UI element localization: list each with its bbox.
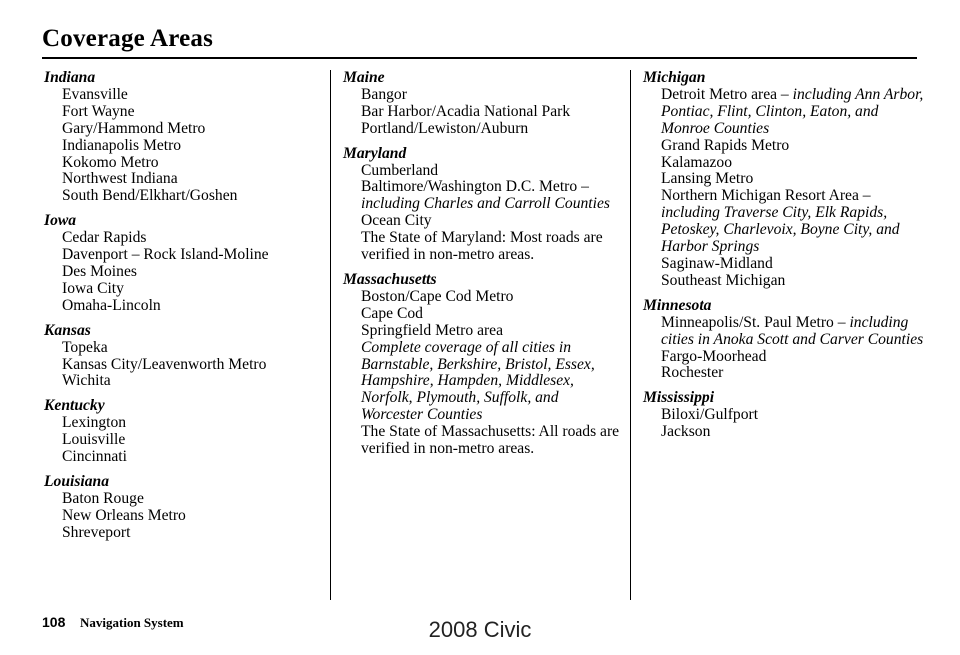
area-name: Gary/Hammond Metro (62, 119, 206, 137)
area-name: Lansing Metro (661, 170, 754, 188)
area-name: Biloxi/Gulfport (661, 406, 759, 424)
watermark: 2008 Civic (428, 617, 532, 642)
coverage-area-item (643, 171, 928, 188)
coverage-area-item (643, 424, 928, 441)
area-name: Davenport – Rock Island-Moline (62, 246, 269, 264)
area-name: Boston/Cape Cod Metro (361, 287, 514, 305)
coverage-area-item (44, 432, 324, 449)
area-name: Baton Rouge (62, 489, 144, 507)
area-name: Topeka (62, 338, 108, 356)
area-name: South Bend/Elkhart/Goshen (62, 187, 238, 205)
area-name: The State of Maryland: Most roads are verified in non-metro areas. (361, 229, 603, 264)
area-name: Wichita (62, 372, 111, 390)
coverage-area-item (343, 230, 623, 264)
coverage-area-item (643, 155, 928, 172)
area-name: Northwest Indiana (62, 170, 178, 188)
coverage-area-item (343, 104, 623, 121)
state-heading: Maryland (343, 144, 407, 162)
area-name: The State of Massachusetts: All roads are verified in non-metro areas. (361, 423, 620, 458)
coverage-area-item (44, 87, 324, 104)
page-number: 108 (42, 614, 66, 630)
area-name: Bangor (361, 85, 407, 103)
area-name: Fargo-Moorhead (661, 347, 767, 365)
coverage-area-item (343, 424, 623, 458)
coverage-area-item (44, 415, 324, 432)
coverage-column-2 (343, 70, 623, 458)
coverage-area-item (643, 188, 928, 256)
coverage-area-item (44, 491, 324, 508)
coverage-area-item (343, 289, 623, 306)
area-name: Indianapolis Metro (62, 136, 182, 154)
area-name: Bar Harbor/Acadia National Park (361, 102, 571, 120)
area-name: Kalamazoo (661, 153, 733, 171)
area-note: including Traverse City, Elk Rapids, Petoskey, Charlevoix, Boyne City, and Harbor Springs (661, 204, 900, 256)
area-name: Louisville (62, 431, 126, 449)
coverage-area-item (643, 349, 928, 366)
area-name: Cincinnati (62, 448, 127, 466)
state-heading: Maine (343, 69, 385, 86)
area-name: Iowa City (62, 279, 124, 297)
coverage-area-item (643, 87, 928, 138)
area-name: Ocean City (361, 212, 432, 230)
coverage-area-item (343, 163, 623, 180)
state-heading: Michigan (643, 69, 706, 86)
area-name: Kansas City/Leavenworth Metro (62, 355, 267, 373)
area-name: Omaha-Lincoln (62, 296, 161, 314)
area-name: Cedar Rapids (62, 229, 147, 247)
coverage-area-item (44, 171, 324, 188)
coverage-area-item (44, 340, 324, 357)
area-name: Cumberland (361, 161, 439, 179)
area-name: Portland/Lewiston/Auburn (361, 119, 529, 137)
area-name: Evansville (62, 85, 128, 103)
area-name: Springfield Metro area (361, 321, 504, 339)
area-note: including Charles and Carroll Counties (361, 195, 610, 213)
coverage-area-item (643, 138, 928, 155)
column-divider (330, 70, 331, 600)
coverage-area-item (643, 273, 928, 290)
coverage-area-item (44, 188, 324, 205)
area-note: including Ann Arbor, Pontiac, Flint, Clinton, Eaton, and Monroe Counties (661, 85, 924, 137)
coverage-area-item (44, 264, 324, 281)
coverage-area-item (343, 306, 623, 323)
area-name: Cape Cod (361, 304, 423, 322)
coverage-area-item (44, 155, 324, 172)
coverage-area-item (44, 247, 324, 264)
area-name: Des Moines (62, 262, 137, 280)
area-name: Rochester (661, 364, 724, 382)
coverage-area-item (643, 407, 928, 424)
coverage-area-item (643, 315, 928, 349)
coverage-area-item (44, 104, 324, 121)
state-heading: Kentucky (44, 397, 105, 415)
coverage-area-item (44, 298, 324, 315)
coverage-area-item (643, 365, 928, 382)
coverage-area-item (44, 525, 324, 542)
coverage-area-item (44, 121, 324, 138)
state-heading: Kansas (44, 321, 91, 339)
title-rule (42, 57, 917, 59)
coverage-area-item (44, 281, 324, 298)
area-name: Detroit Metro area – (661, 85, 789, 103)
state-heading: Louisiana (44, 472, 109, 490)
area-name: Baltimore/Washington D.C. Metro – (361, 178, 589, 196)
area-name: Lexington (62, 414, 127, 432)
area-name: Northern Michigan Resort Area – (661, 187, 871, 205)
area-note: including cities in Anoka Scott and Carver Counties (661, 313, 924, 348)
area-name: New Orleans Metro (62, 506, 186, 524)
area-name: Southeast Michigan (661, 271, 786, 289)
area-name: Fort Wayne (62, 102, 135, 120)
coverage-area-item (343, 340, 623, 425)
state-heading: Iowa (44, 212, 77, 230)
coverage-area-item (44, 508, 324, 525)
coverage-area-item (44, 373, 324, 390)
page-title: Coverage Areas (42, 25, 214, 52)
area-note: Complete coverage of all cities in Barnstable, Berkshire, Bristol, Essex, Hampshire, Hampden, Middlesex, Norfolk, Plymouth, Suffolk, and Worcester Counties (361, 338, 595, 424)
state-heading: Mississippi (643, 389, 715, 407)
state-heading: Massachusetts (343, 270, 437, 288)
coverage-column-3 (643, 70, 928, 441)
coverage-area-item (343, 87, 623, 104)
coverage-area-item (44, 449, 324, 466)
coverage-area-item (343, 323, 623, 340)
coverage-area-item (44, 230, 324, 247)
coverage-area-item (343, 213, 623, 230)
coverage-area-item (44, 138, 324, 155)
area-name: Saginaw-Midland (661, 254, 773, 272)
state-heading: Minnesota (643, 296, 712, 314)
coverage-area-item (44, 357, 324, 374)
area-name: Shreveport (62, 523, 131, 541)
coverage-area-item (343, 121, 623, 138)
state-heading: Indiana (44, 69, 96, 86)
coverage-area-item (343, 179, 623, 213)
area-name: Jackson (661, 423, 711, 441)
area-name: Grand Rapids Metro (661, 136, 790, 154)
column-divider (630, 70, 631, 600)
area-name: Kokomo Metro (62, 153, 159, 171)
coverage-column-1 (44, 70, 324, 542)
area-name: Minneapolis/St. Paul Metro – (661, 313, 846, 331)
coverage-area-item (643, 256, 928, 273)
footer-label: Navigation System (80, 615, 184, 630)
